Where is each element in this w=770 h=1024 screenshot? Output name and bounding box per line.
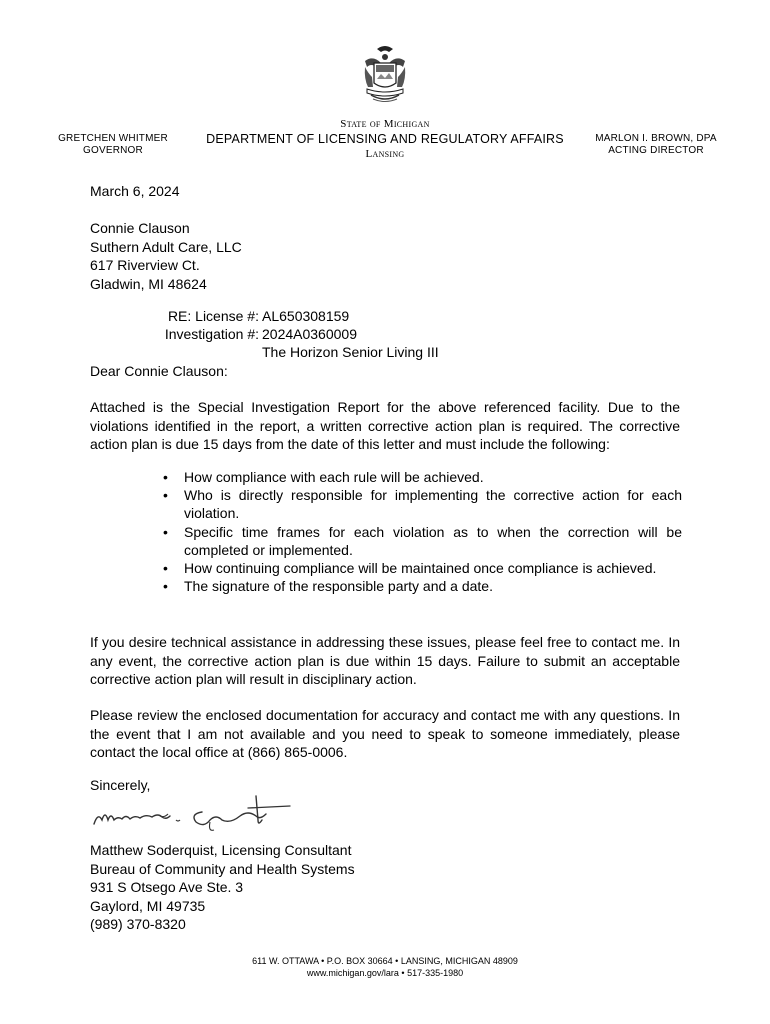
governor-title: GOVERNOR <box>83 145 143 156</box>
footer-address: 611 W. OTTAWA • P.O. BOX 30664 • LANSING, MICHIGAN 48909 <box>252 956 518 966</box>
paragraph-review: Please review the enclosed documentation for accuracy and contact me with any questions. In the event that I am not available and you need to speak to someone immediately, please contact the local office at (866) 865-0006. <box>90 707 680 760</box>
list-item: • The signature of the responsible party and a date. <box>162 577 682 595</box>
signer-city: Gaylord, MI 49735 <box>90 897 206 914</box>
recipient-city: Gladwin, MI 48624 <box>90 275 207 292</box>
list-item: • How compliance with each rule will be achieved. <box>162 468 682 486</box>
re-investigation-value: 2024A0360009 <box>262 326 357 342</box>
re-investigation-label: Investigation #: <box>164 326 259 342</box>
michigan-state-seal <box>359 43 411 105</box>
footer-contact: www.michigan.gov/lara • 517-335-1980 <box>306 968 464 978</box>
letter-date: March 6, 2024 <box>90 183 180 199</box>
signer-bureau: Bureau of Community and Health Systems <box>90 860 355 877</box>
state-name: State of Michigan <box>340 118 430 130</box>
closing: Sincerely, <box>90 777 151 793</box>
signer-phone: (989) 370-8320 <box>90 916 186 932</box>
list-item: • How continuing compliance will be maintained once compliance is achieved. <box>162 559 682 577</box>
list-item: • Who is directly responsible for implementing the corrective action for each violation. <box>162 486 682 522</box>
handwritten-signature <box>90 790 310 838</box>
signer-name-title: Matthew Soderquist, Licensing Consultant <box>90 842 352 858</box>
department-block <box>200 117 570 161</box>
governor-block <box>48 133 178 157</box>
recipient-address <box>90 219 242 293</box>
governor-name: GRETCHEN WHITMER <box>58 133 168 144</box>
requirements-list <box>162 468 682 595</box>
director-block <box>590 133 722 157</box>
list-item: • Specific time frames for each violation as to when the correction will be completed or implemented. <box>162 523 682 559</box>
signer-block <box>90 841 355 934</box>
recipient-company: Suthern Adult Care, LLC <box>90 238 242 255</box>
recipient-street: 617 Riverview Ct. <box>90 257 200 273</box>
signer-street: 931 S Otsego Ave Ste. 3 <box>90 879 244 895</box>
recipient-name: Connie Clauson <box>90 220 190 236</box>
re-license-label: RE: License #: <box>167 308 259 324</box>
salutation: Dear Connie Clauson: <box>90 363 228 379</box>
director-name: MARLON I. BROWN, DPA <box>595 133 717 144</box>
department-city: Lansing <box>365 148 405 160</box>
re-license-value: AL650308159 <box>262 308 350 324</box>
re-facility-name: The Horizon Senior Living III <box>262 344 439 360</box>
paragraph-assistance: If you desire technical assistance in addressing these issues, please feel free to contact me. In any event, the corrective action plan is due within 15 days. Failure to submit an acceptable corrective action plan will result in disciplinary action. <box>90 634 680 687</box>
paragraph-requirements: Attached is the Special Investigation Report for the above referenced facility. Due to the violations identified in the report, a written corrective action plan is required. The corrective action plan is due 15 days from the date of this letter and must include the following: <box>90 399 680 452</box>
department-name: DEPARTMENT OF LICENSING AND REGULATORY AFFAIRS <box>206 132 564 146</box>
director-title: ACTING DIRECTOR <box>608 145 704 156</box>
